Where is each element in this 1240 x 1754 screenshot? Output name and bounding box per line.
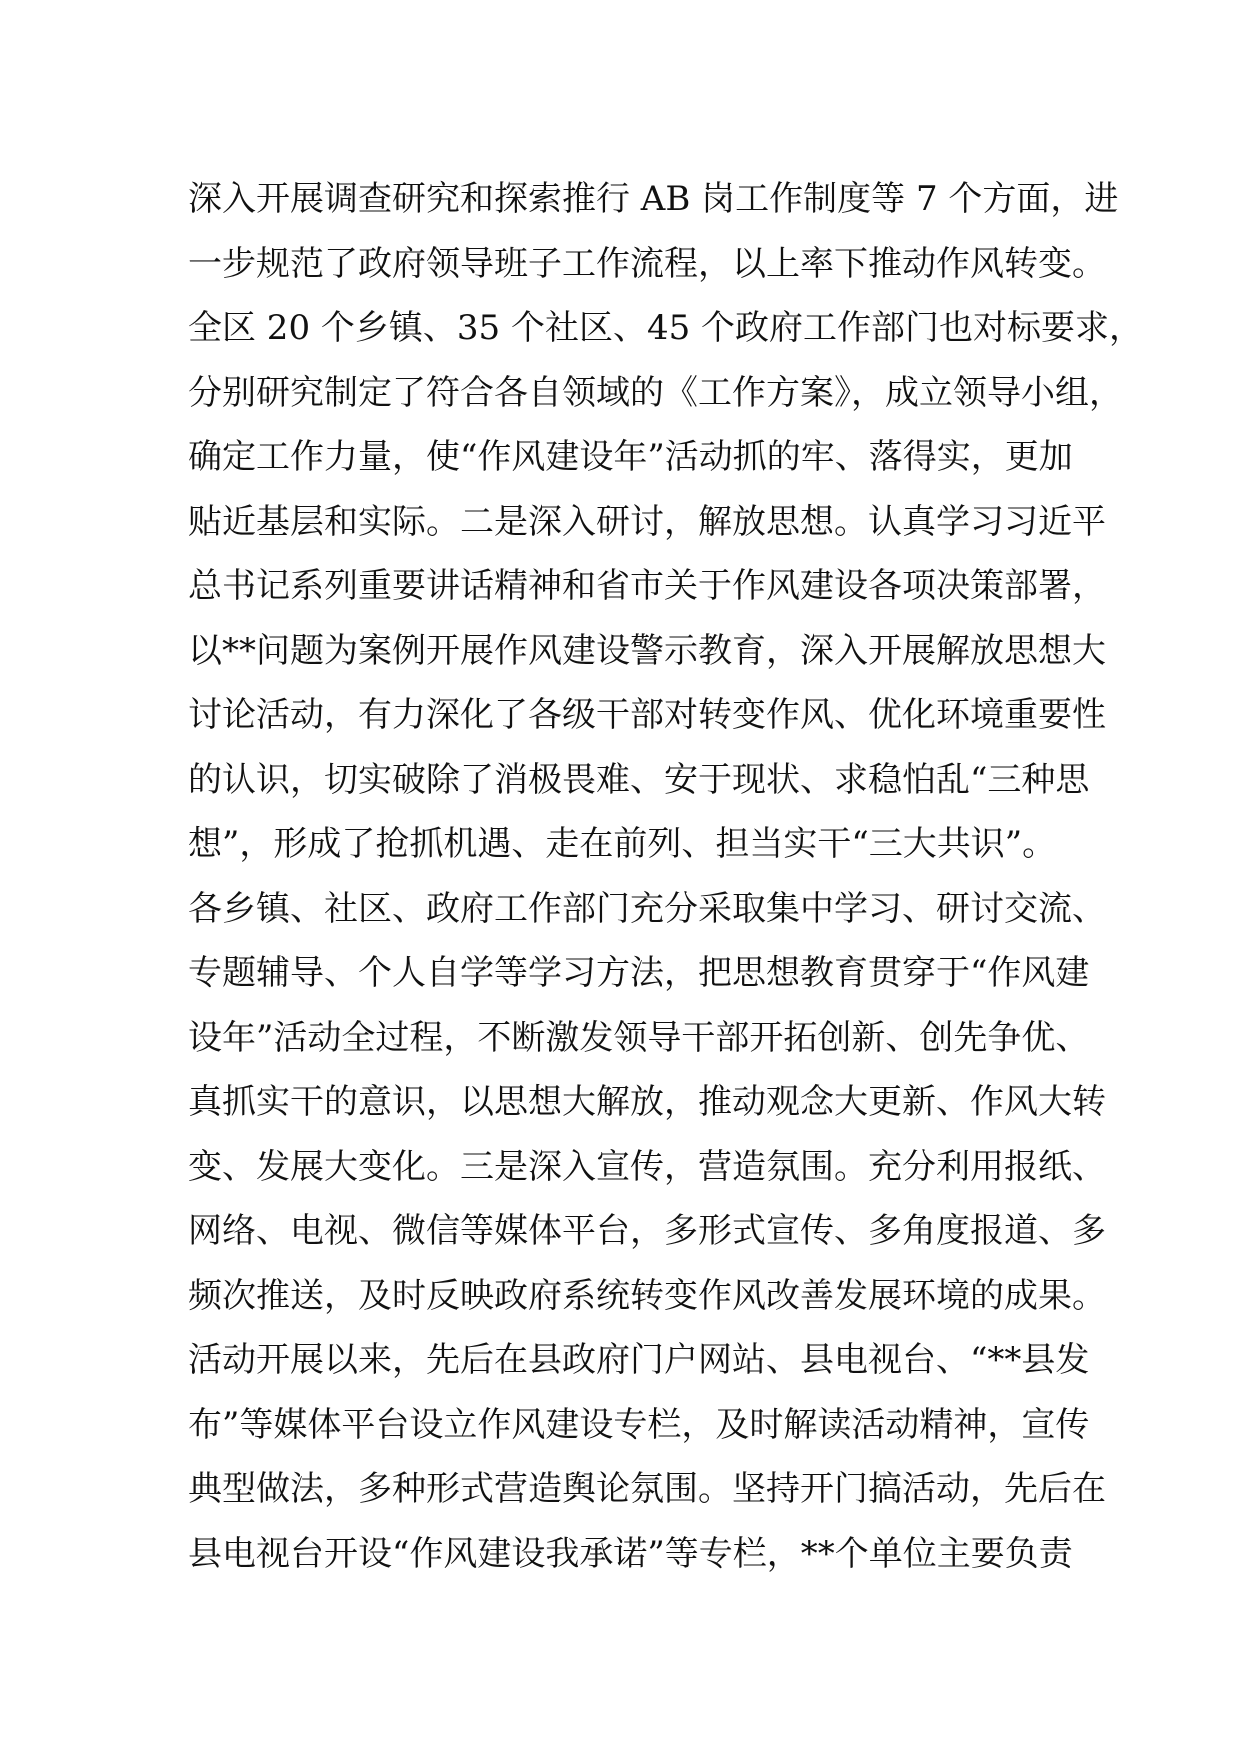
text-line: 以**问题为案例开展作风建设警示教育，深入开展解放思想大 — [188, 630, 1106, 671]
text-line: 贴近基层和实际。二是深入研讨，解放思想。认真学习习近平 — [188, 501, 1106, 542]
text-line: 确定工作力量，使“作风建设年”活动抓的牢、落得实，更加 — [188, 437, 1073, 477]
text-line: 讨论活动，有力深化了各级干部对转变作风、优化环境重要性 — [188, 695, 1106, 735]
text-line: 布”等媒体平台设立作风建设专栏，及时解读活动精神，宣传 — [188, 1404, 1090, 1445]
text-line: 县电视台开设“作风建设我承诺”等专栏，**个单位主要负责 — [188, 1533, 1073, 1574]
text-line: 总书记系列重要讲话精神和省市关于作风建设各项决策部署， — [188, 566, 1106, 606]
text-line: 的认识，切实破除了消极畏难、安于现状、求稳怕乱“三种思 — [188, 759, 1090, 800]
text-line: 深入开展调查研究和探索推行 AB 岗工作制度等 7 个方面，进 — [188, 179, 1119, 219]
text-line: 一步规范了政府领导班子工作流程，以上率下推动作风转变。 — [188, 243, 1106, 284]
text-line: 典型做法，多种形式营造舆论氛围。坚持开门搞活动，先后在 — [188, 1469, 1106, 1509]
text-line: 变、发展大变化。三是深入宣传，营造氛围。充分利用报纸、 — [188, 1146, 1106, 1187]
text-line: 各乡镇、社区、政府工作部门充分采取集中学习、研讨交流、 — [188, 888, 1106, 929]
text-line: 网络、电视、微信等媒体平台，多形式宣传、多角度报道、多 — [188, 1211, 1106, 1251]
text-line: 真抓实干的意识，以思想大解放，推动观念大更新、作风大转 — [188, 1082, 1106, 1122]
text-line: 设年”活动全过程，不断激发领导干部开拓创新、创先争优、 — [188, 1017, 1090, 1058]
text-line: 频次推送，及时反映政府系统转变作风改善发展环境的成果。 — [188, 1275, 1106, 1316]
text-line: 全区 20 个乡镇、35 个社区、45 个政府工作部门也对标要求， — [188, 308, 1144, 348]
text-line: 分别研究制定了符合各自领域的《工作方案》，成立领导小组， — [188, 372, 1123, 413]
body-text — [188, 167, 1144, 1586]
text-line: 专题辅导、个人自学等学习方法，把思想教育贯穿于“作风建 — [188, 953, 1090, 993]
text-line: 活动开展以来，先后在县政府门户网站、县电视台、“**县发 — [188, 1340, 1090, 1380]
text-line: 想”，形成了抢抓机遇、走在前列、担当实干“三大共识”。 — [188, 824, 1057, 864]
